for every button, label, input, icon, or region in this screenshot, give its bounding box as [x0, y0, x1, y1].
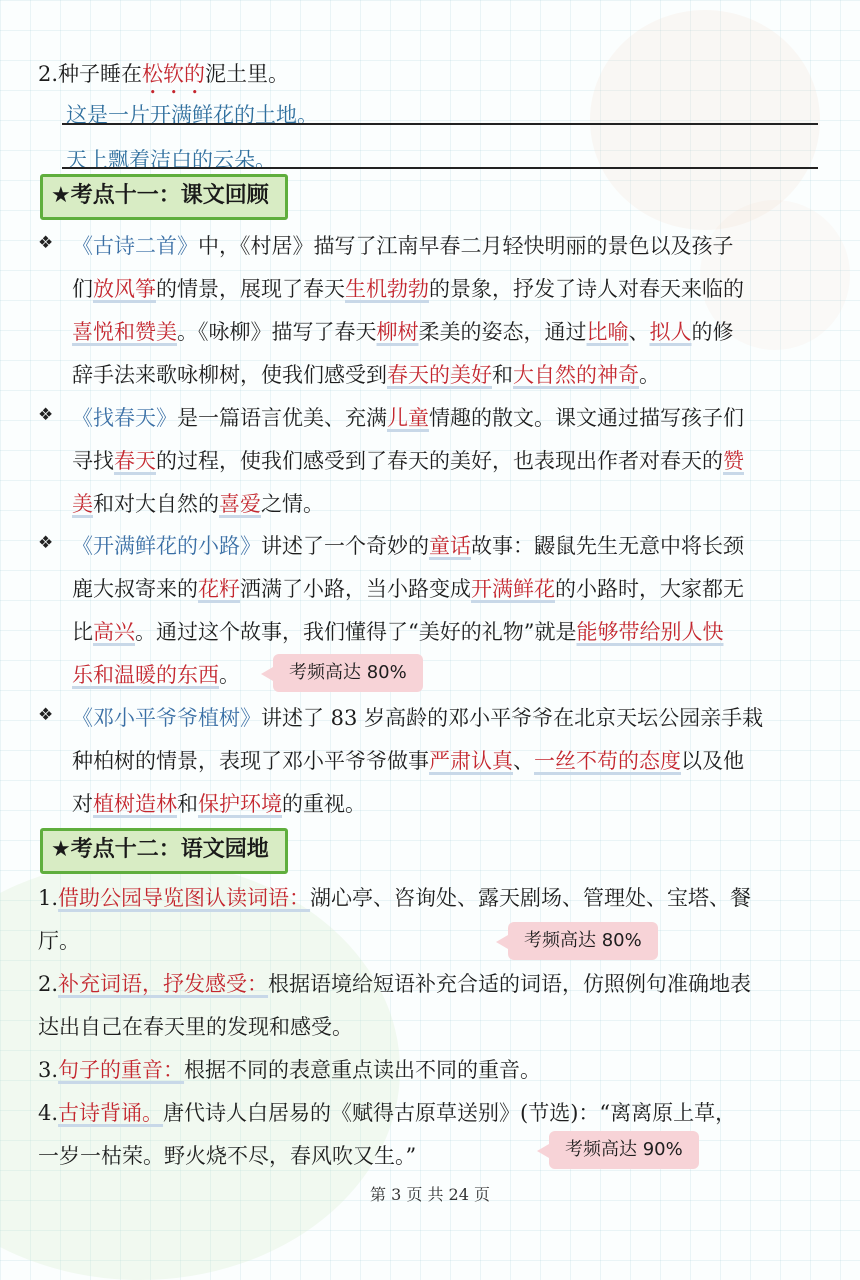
keyword-highlight: 春天	[114, 449, 156, 473]
answer-line-2	[62, 167, 818, 169]
text-run: 。通过这个故事，我们懂得了“美好的礼物”就是	[135, 620, 577, 644]
section-11-heading: ★考点十一：课文回顾	[40, 174, 288, 220]
text-run: 的情景，展现了春天	[156, 277, 345, 301]
example-sentence-2: 天上飘着洁白的云朵。	[66, 148, 276, 172]
text-run: 的过程，使我们感受到了春天的美好，也表现出作者对春天的	[156, 449, 723, 473]
keyword-highlight: 借助公园导览图认读词语：	[58, 886, 311, 910]
text-run: 、	[513, 749, 534, 773]
review-line	[72, 230, 734, 260]
text-run: 故事：鼹鼠先生无意中将长颈	[471, 534, 744, 558]
keyword-highlight: 比喻	[586, 320, 629, 344]
text-run: 们	[72, 277, 93, 301]
text-run: 的重视。	[282, 792, 366, 816]
keyword-highlight: 喜爱	[219, 492, 261, 516]
garden-line	[38, 882, 751, 912]
text-run: 柔美的姿态，通过	[418, 320, 587, 344]
page-footer: 第 3 页 共 24 页	[370, 1185, 490, 1204]
text-run: 达出自己在春天里的发现和感受。	[38, 1015, 353, 1039]
text-run: 以及他	[681, 749, 744, 773]
text-run: 湖心亭、咨询处、露天剧场、管理处、宝塔、餐	[310, 886, 752, 910]
keyword-highlight: 春天的美好	[387, 363, 492, 387]
text-run: 鹿大叔寄来的	[72, 577, 198, 601]
frequency-badge: 考频高达 90%	[549, 1131, 699, 1169]
review-line	[72, 659, 240, 689]
item-2-line	[38, 58, 289, 99]
text-title: 《邓小平爷爷植树》	[72, 706, 261, 730]
keyword-highlight: 放风筝	[93, 277, 156, 301]
text-run: 比	[72, 620, 93, 644]
bullet-icon: ❖	[38, 405, 54, 425]
text-run: 2.	[38, 972, 59, 996]
keyword-highlight: 补充词语，抒发感受：	[58, 972, 269, 996]
text-run: 讲述了一个奇妙的	[261, 534, 429, 558]
garden-line	[38, 1097, 736, 1127]
text-run: 的景象，抒发了诗人对春天来临的	[429, 277, 744, 301]
keyword-highlight: 一丝不苟的态度	[534, 749, 681, 773]
text-run: 厅。	[38, 929, 80, 953]
keyword-highlight: 严肃认真	[429, 749, 513, 773]
item-2-highlight: 松软的	[142, 62, 206, 86]
text-title: 《找春天》	[72, 406, 177, 430]
answer-line-1	[62, 123, 818, 125]
text-run: 对	[72, 792, 93, 816]
text-run: 辞手法来歌咏柳树，使我们感受到	[72, 363, 387, 387]
text-run: 的修	[691, 320, 734, 344]
review-line	[72, 488, 324, 518]
keyword-highlight: 美	[72, 492, 93, 516]
text-run: 种柏树的情景，表现了邓小平爷爷做事	[72, 749, 429, 773]
text-run: 中，《村居》描写了江南早春二月轻快明丽的景色以及孩子	[198, 234, 734, 258]
section-12-heading: ★考点十二：语文园地	[40, 828, 288, 874]
review-line	[72, 530, 744, 560]
review-line	[72, 788, 366, 818]
text-run: 之情。	[261, 492, 324, 516]
review-line	[72, 745, 744, 775]
bullet-icon: ❖	[38, 233, 54, 253]
review-line	[72, 702, 763, 732]
decorative-mascot	[590, 10, 820, 230]
keyword-highlight: 开满鲜花	[471, 577, 555, 601]
bullet-icon: ❖	[38, 705, 54, 725]
example-sentence-1: 这是一片开满鲜花的土地。	[66, 103, 318, 127]
text-run: 情趣的散文。课文通过描写孩子们	[429, 406, 744, 430]
garden-line	[38, 1140, 416, 1170]
text-run: 。《咏柳》描写了春天	[177, 320, 377, 344]
review-line	[72, 316, 734, 346]
text-run: 讲述了 83 岁高龄的邓小平爷爷在北京天坛公园亲手栽	[261, 706, 764, 730]
keyword-highlight: 柳树	[376, 320, 419, 344]
review-line	[72, 573, 744, 603]
garden-line	[38, 968, 751, 998]
text-run: 1.	[38, 886, 59, 910]
text-run: 的小路时，大家都无	[555, 577, 744, 601]
keyword-highlight: 花籽	[198, 577, 240, 601]
frequency-badge: 考频高达 80%	[273, 654, 423, 692]
text-run: 是一篇语言优美、充满	[177, 406, 387, 430]
keyword-highlight: 古诗背诵。	[58, 1101, 164, 1125]
keyword-highlight: 生机勃勃	[345, 277, 429, 301]
review-line	[72, 445, 744, 475]
text-run: 和	[492, 363, 513, 387]
garden-line	[38, 1011, 353, 1041]
keyword-highlight: 植树造林	[93, 792, 177, 816]
keyword-highlight: 能够带给别人快	[576, 620, 724, 644]
keyword-highlight: 乐和温暖的东西	[72, 663, 219, 687]
text-run: 。	[219, 663, 240, 687]
frequency-badge: 考频高达 80%	[508, 922, 658, 960]
text-run: 唐代诗人白居易的《赋得古原草送别》(节选)：“离离原上草，	[163, 1101, 737, 1125]
bullet-icon: ❖	[38, 533, 54, 553]
keyword-highlight: 高兴	[93, 620, 135, 644]
text-title: 《开满鲜花的小路》	[72, 534, 261, 558]
keyword-highlight: 拟人	[649, 320, 692, 344]
garden-line	[38, 1054, 541, 1084]
keyword-highlight: 喜悦和赞美	[72, 320, 177, 344]
text-title: 《古诗二首》	[72, 234, 198, 258]
item-2-prefix: 2.种子睡在	[38, 62, 143, 86]
text-run: 4.	[38, 1101, 59, 1125]
text-run: 寻找	[72, 449, 114, 473]
review-line	[72, 616, 723, 646]
text-run: 根据不同的表意重点读出不同的重音。	[184, 1058, 542, 1082]
text-run: 一岁一枯荣。野火烧不尽，春风吹又生。”	[38, 1144, 417, 1168]
keyword-highlight: 句子的重音：	[58, 1058, 185, 1082]
keyword-highlight: 赞	[723, 449, 744, 473]
text-run: 、	[628, 320, 650, 344]
text-run: 3.	[38, 1058, 59, 1082]
review-line	[72, 273, 744, 303]
review-line	[72, 359, 660, 389]
text-run: 和对大自然的	[93, 492, 219, 516]
text-run: 和	[177, 792, 198, 816]
keyword-highlight: 大自然的神奇	[513, 363, 639, 387]
review-line	[72, 402, 744, 432]
text-run: 。	[639, 363, 660, 387]
keyword-highlight: 童话	[429, 534, 471, 558]
keyword-highlight: 儿童	[387, 406, 429, 430]
garden-line	[38, 925, 80, 955]
text-run: 根据语境给短语补充合适的词语，仿照例句准确地表	[268, 972, 752, 996]
keyword-highlight: 保护环境	[198, 792, 282, 816]
item-2-suffix: 泥土里。	[205, 62, 290, 86]
text-run: 洒满了小路，当小路变成	[240, 577, 471, 601]
